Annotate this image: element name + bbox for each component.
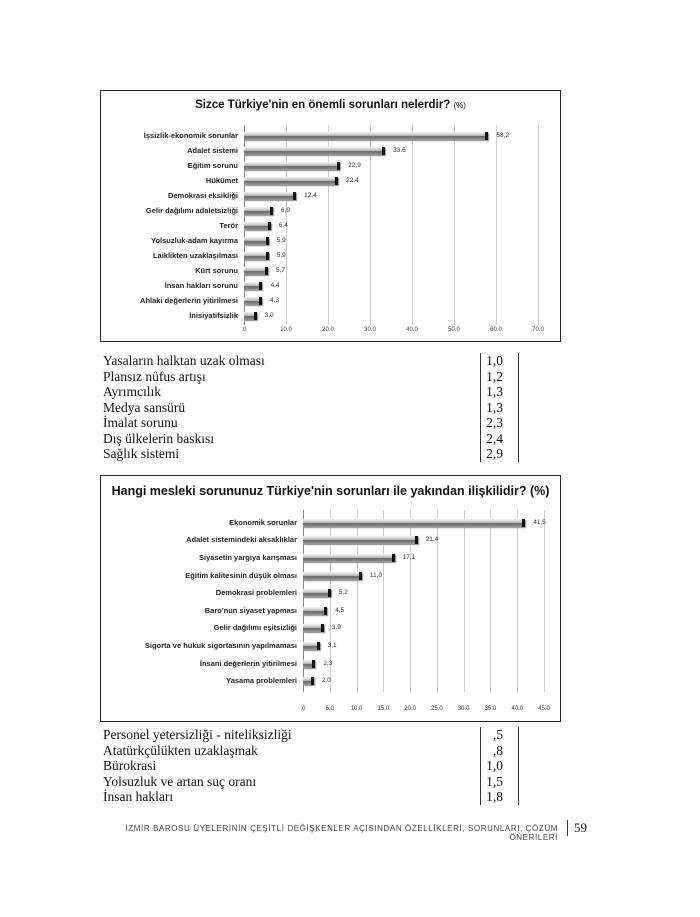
table-row — [103, 415, 523, 431]
data-label: 6,9 — [280, 207, 291, 215]
row-value: 1,3 — [486, 399, 503, 415]
table-row — [103, 743, 523, 759]
category-label: Gelir dağılımı eşitsizliği — [213, 623, 297, 633]
x-tick-label: 70.0 — [532, 327, 544, 333]
x-tick-label: 45.0 — [538, 706, 550, 712]
category-label: Eğitim kalitesinin düşük olması — [185, 570, 297, 580]
bar — [303, 572, 362, 580]
gridline — [538, 125, 539, 325]
data-label: 2,0 — [321, 677, 331, 685]
row-label: Atatürkçülükten uzaklaşmak — [103, 742, 258, 758]
bar — [303, 536, 418, 544]
x-tick-label: 40.0 — [406, 327, 418, 333]
table-other-problems — [103, 353, 523, 462]
chart-title: Sizce Türkiye'nin en önemli sorunları nelerdir? (%) — [195, 99, 466, 111]
table-row — [103, 384, 523, 400]
data-label: 12.4 — [304, 192, 317, 200]
row-value: 2,4 — [486, 430, 503, 446]
category-label: Adalet sistemi — [187, 146, 238, 156]
data-label: 3,0 — [264, 311, 274, 319]
row-label: Personel yetersizliği - niteliksizliği — [103, 727, 292, 742]
category-label: İnsani değerlerin yitirilmesi — [199, 658, 297, 668]
row-value: 2,9 — [486, 446, 503, 461]
table-row — [103, 789, 523, 805]
category-label: Kürt sorunu — [195, 265, 238, 275]
category-label: Eğitim sorunu — [187, 161, 238, 171]
row-value: 1,0 — [486, 758, 503, 773]
category-label: Hükümet — [205, 176, 238, 186]
row-label: Medya sansürü — [103, 399, 186, 415]
bar — [244, 267, 268, 275]
x-tick-label: .0 — [241, 327, 247, 333]
bar — [244, 192, 296, 200]
table-row — [103, 431, 523, 447]
category-label: Demokrasi eksikliği — [167, 191, 238, 201]
row-value: 1,3 — [486, 384, 503, 399]
bar — [244, 237, 269, 245]
data-label: 22.4 — [346, 177, 359, 185]
row-value: 2,3 — [486, 415, 503, 430]
data-label: 21.4 — [425, 536, 439, 544]
table-row — [103, 446, 523, 462]
row-label: Dış ülkelerin baskısı — [103, 430, 214, 446]
row-label: Yolsuzluk ve artan suç oranı — [103, 773, 257, 789]
chart-title: Hangi mesleki sorununuz Türkiye'nin sorunları ile yakından ilişkilidir? (%) — [111, 484, 550, 498]
row-label: Sağlık sistemi — [103, 446, 180, 461]
bar — [303, 660, 315, 668]
bar — [303, 642, 320, 650]
row-label: Plansız nüfus artışı — [103, 368, 206, 384]
chart-professional-problems — [100, 475, 561, 722]
category-label: Ekonomik sorunlar — [229, 517, 297, 527]
category-label: Baro'nun siyaset yapması — [204, 605, 297, 615]
gridline — [490, 510, 491, 692]
category-label: İşsizlik-ekonomik sorunlar — [143, 131, 238, 141]
table-row — [103, 400, 523, 416]
category-label: Sigorta ve hukuk sigortasının yapılmaması — [144, 641, 297, 650]
data-label: 5,9 — [276, 236, 286, 244]
category-label: Demokrasi problemleri — [215, 588, 297, 598]
data-label: 5,7 — [275, 266, 285, 274]
row-value: 1,5 — [486, 773, 503, 789]
category-label: Adalet sistemindeki aksaklıklar — [186, 535, 297, 545]
data-label: 6.4 — [278, 222, 288, 229]
row-label: İmalat sorunu — [103, 415, 178, 430]
bar — [244, 207, 273, 215]
x-tick-label: 25.0 — [431, 706, 443, 712]
bar — [244, 147, 385, 155]
row-label: Ayrımcılık — [103, 384, 162, 399]
row-value: ,8 — [492, 742, 503, 758]
bar — [244, 222, 271, 230]
data-label: 4,3 — [270, 296, 280, 304]
table-other-professional-problems — [103, 727, 523, 805]
bar — [244, 132, 488, 140]
data-label: 41,5 — [533, 518, 546, 526]
table-row — [103, 353, 523, 369]
data-label: 33.6 — [393, 147, 406, 155]
x-tick-label: 15.0 — [377, 706, 390, 712]
x-tick-label: .0 — [300, 706, 306, 712]
bar — [244, 282, 262, 290]
data-label: 2,3 — [323, 659, 333, 667]
gridline — [464, 510, 465, 692]
bar — [303, 554, 395, 562]
gridline — [412, 125, 413, 325]
chart-turkey-problems — [100, 90, 561, 342]
data-label: 3,1 — [327, 642, 337, 649]
running-footer: İZMİR BAROSU ÜYELERİNİN ÇEŞİTLİ DEĞİŞKENLER AÇISINDAN ÖZELLİKLERİ, SORUNLARI, ÇÖZÜM ÖNERİLERİ — [125, 824, 558, 842]
gridline — [496, 125, 497, 325]
row-value: 1,0 — [486, 353, 503, 368]
row-label: Bürokrasi — [103, 758, 157, 773]
category-label: İnsan hakları sorunu — [164, 280, 238, 290]
data-label: 5,9 — [276, 251, 286, 259]
x-tick-label: 20.0 — [322, 327, 334, 333]
table-row — [103, 369, 523, 385]
bar — [303, 519, 525, 527]
data-label: 17,1 — [402, 554, 416, 561]
row-value: 1,2 — [486, 368, 503, 384]
category-label: Ahlaki değerlerin yitirilmesi — [140, 295, 238, 305]
data-label: 11,0 — [369, 571, 383, 579]
x-tick-label: 50.0 — [448, 327, 460, 333]
category-label: Siyasetin yargıya karışması — [199, 553, 297, 562]
bar — [303, 589, 331, 597]
data-label: 4,5 — [335, 606, 345, 614]
row-label: İnsan hakları — [103, 789, 174, 804]
data-label: 58,2 — [496, 132, 510, 140]
category-label: Laiklikten uzaklaşılması — [152, 250, 238, 260]
table-row — [103, 758, 523, 774]
row-value: ,5 — [492, 727, 503, 742]
x-tick-label: 10.0 — [350, 706, 363, 712]
row-value: 1,8 — [486, 789, 503, 804]
bar — [244, 312, 257, 320]
category-label: Yasama problemleri — [226, 676, 297, 686]
x-tick-label: 30.0 — [457, 706, 470, 712]
bar — [244, 162, 340, 170]
table-row — [103, 727, 523, 743]
data-label: 4,4 — [270, 281, 280, 289]
x-tick-label: 60.0 — [490, 327, 502, 333]
x-tick-label: 5.0 — [325, 706, 334, 712]
bar — [303, 607, 327, 615]
x-tick-label: 10.0 — [280, 327, 292, 333]
bar — [244, 297, 262, 305]
x-tick-label: 30.0 — [364, 327, 376, 333]
bar — [244, 252, 269, 260]
data-label: 5,2 — [338, 589, 348, 597]
table-row — [103, 774, 523, 790]
bar — [303, 677, 314, 685]
x-tick-label: 40.0 — [511, 706, 524, 712]
category-label: İnisiyatifsizlik — [189, 310, 238, 320]
page-number: 59 — [567, 820, 587, 836]
data-label: 22,9 — [348, 162, 361, 170]
gridline — [544, 510, 545, 692]
gridline — [517, 510, 518, 692]
category-label: Gelir dağılımı adaletsizliği — [145, 206, 238, 216]
data-label: 3,9 — [331, 624, 341, 632]
category-label: Terör — [219, 221, 238, 230]
bar — [303, 624, 324, 632]
x-tick-label: 35.0 — [484, 706, 497, 712]
gridline — [454, 125, 455, 325]
category-label: Yolsuzluk-adam kayırma — [151, 235, 238, 245]
row-label: Yasaların halktan uzak olması — [103, 353, 265, 368]
x-tick-label: 20.0 — [404, 706, 416, 712]
bar — [244, 177, 338, 185]
